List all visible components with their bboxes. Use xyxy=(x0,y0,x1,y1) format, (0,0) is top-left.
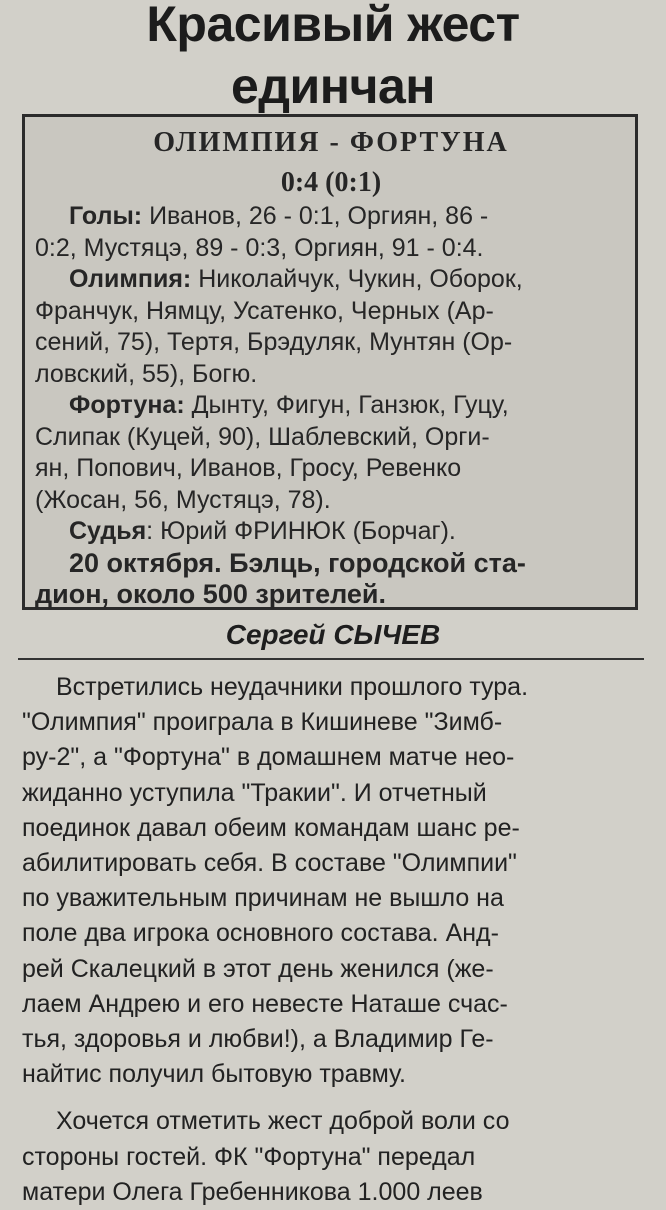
article-line: по уважительным причинам не вышло на xyxy=(22,884,504,913)
headline-line-1: Красивый жест xyxy=(146,0,520,52)
fortuna-label: Фортуна: xyxy=(69,391,185,419)
fortuna-line: (Жосан, 56, Мустяцэ, 78). xyxy=(35,485,331,514)
olimpia-line: сений, 75), Тертя, Брэдуляк, Мунтян (Ор- xyxy=(35,328,513,356)
article-line: Хочется отметить жест доброй воли со xyxy=(56,1107,510,1136)
olimpia-lineup xyxy=(35,264,627,390)
goals-line: Иванов, 26 - 0:1, Оргиян, 86 - xyxy=(142,202,489,230)
olimpia-line: ловский, 55), Богю. xyxy=(35,359,258,388)
olimpia-line: Николайчук, Чукин, Оборок, xyxy=(191,265,523,293)
goals-block xyxy=(35,201,627,264)
article-line: абилитировать себя. В составе "Олимпии" xyxy=(22,849,517,878)
headline-line-2: единчан xyxy=(230,58,436,114)
article-paragraph-2 xyxy=(22,1104,640,1210)
fortuna-line: Дынту, Фигун, Ганзюк, Гуцу, xyxy=(184,391,509,419)
fortuna-line: ян, Попович, Иванов, Гросу, Ревенко xyxy=(35,454,462,482)
article-body xyxy=(22,670,640,1210)
fortuna-lineup xyxy=(35,390,627,516)
article-line: лаем Андрею и его невесте Наташе счас- xyxy=(22,989,508,1018)
olimpia-line: Франчук, Нямцу, Усатенко, Черных (Ар- xyxy=(35,296,494,325)
referee-text: : Юрий ФРИНЮК (Борчаг). xyxy=(146,517,456,545)
match-title: ОЛИМПИЯ - ФОРТУНА xyxy=(153,127,509,158)
article-line: найтис получил бытовую травму. xyxy=(22,1060,406,1089)
match-score: 0:4 (0:1) xyxy=(280,167,382,198)
article-line: "Олимпия" проиграла в Кишиневе "Зимб- xyxy=(22,708,503,737)
article-line: ру-2", а "Фортуна" в домашнем матче нео- xyxy=(22,743,515,772)
article-line: Встретились неудачники прошлого тура. xyxy=(56,673,529,701)
author-byline: Сергей СЫЧЕВ xyxy=(225,619,441,650)
olimpia-label: Олимпия: xyxy=(69,265,192,293)
fortuna-line: Слипак (Куцей, 90), Шаблевский, Орги- xyxy=(35,422,490,451)
venue-line: дион, около 500 зрителей. xyxy=(35,579,387,609)
headline xyxy=(0,0,666,112)
match-summary-box xyxy=(22,114,638,610)
article-line: рей Скалецкий в этот день женился (же- xyxy=(22,954,494,983)
divider-rule xyxy=(18,658,644,660)
goals-line: 0:2, Мустяцэ, 89 - 0:3, Оргиян, 91 - 0:4. xyxy=(35,233,484,262)
article-paragraph-1 xyxy=(22,670,640,1092)
article-line: стороны гостей. ФК "Фортуна" передал xyxy=(22,1142,476,1171)
article-line: тья, здоровья и любви!), а Владимир Ге- xyxy=(22,1025,494,1054)
venue-info xyxy=(35,548,627,611)
article-line: матери Олега Гребенникова 1.000 леев xyxy=(22,1177,483,1206)
referee-line xyxy=(35,516,627,548)
referee-label: Судья xyxy=(69,517,147,545)
article-line: жиданно уступила "Тракии". И отчетный xyxy=(22,778,487,807)
goals-label: Голы: xyxy=(69,202,143,230)
article-line: поле два игрока основного состава. Анд- xyxy=(22,919,499,948)
article-line: поединок давал обеим командам шанс ре- xyxy=(22,813,520,842)
venue-line: 20 октября. Бэлць, городской ста- xyxy=(69,547,526,578)
